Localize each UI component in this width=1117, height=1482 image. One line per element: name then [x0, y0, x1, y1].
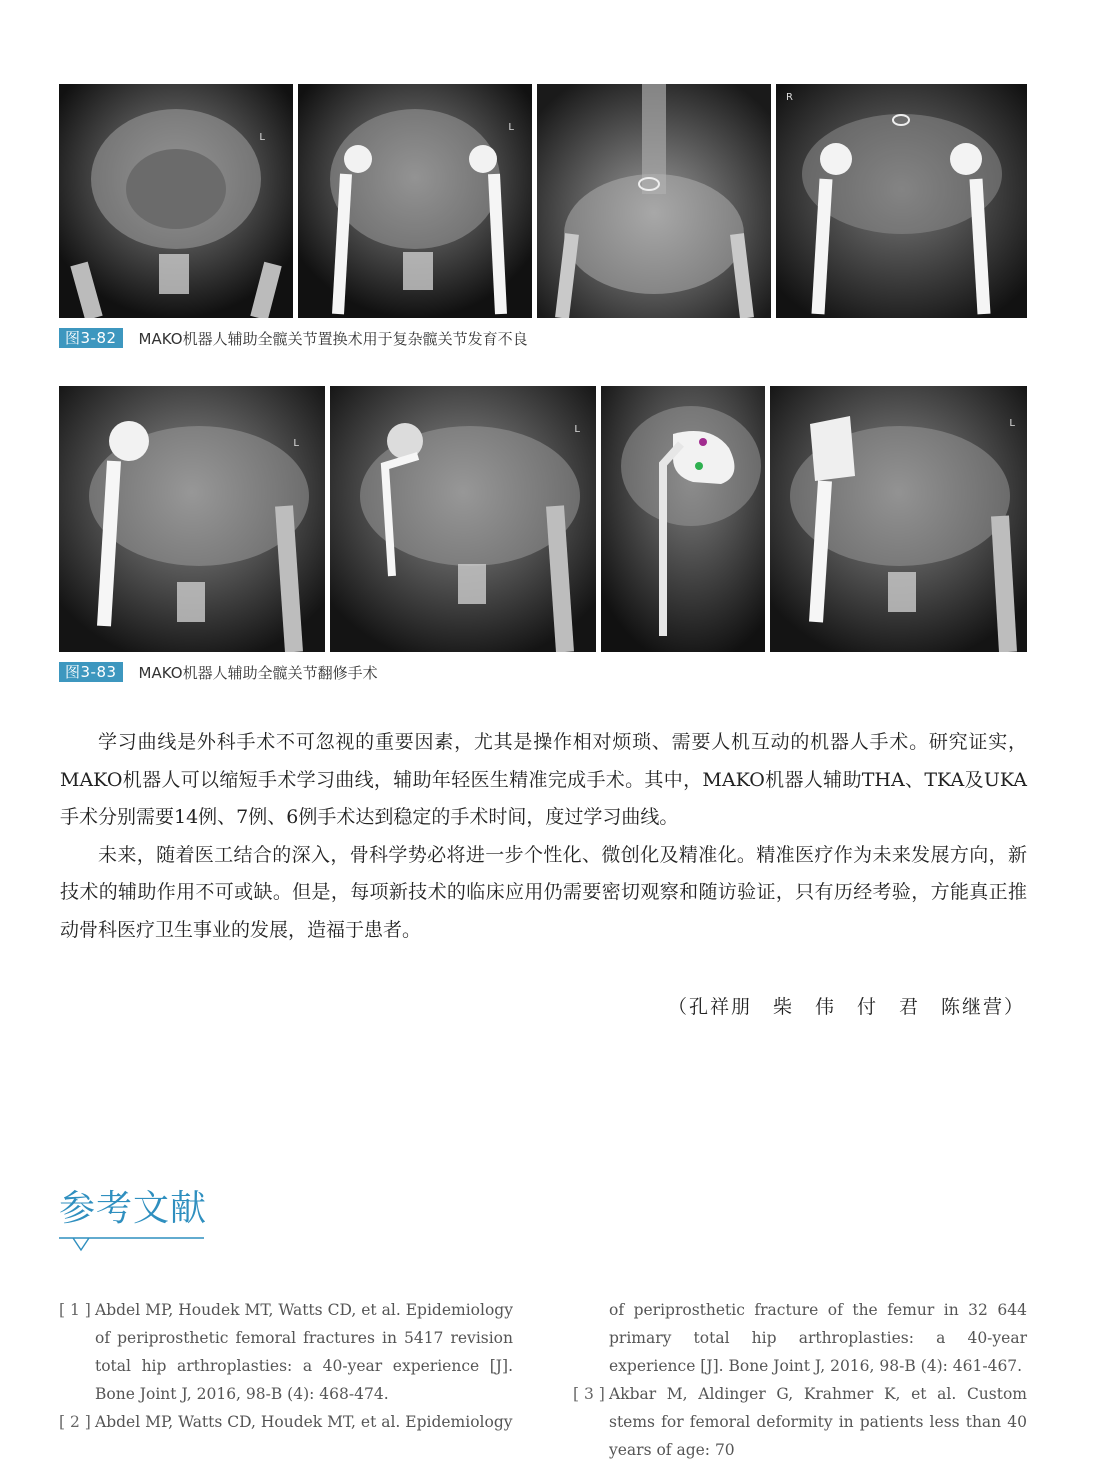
reference-number: [ 1 ] [59, 1301, 91, 1319]
body-text [60, 724, 1027, 949]
side-marker: L [508, 122, 514, 133]
side-marker: R [786, 92, 793, 103]
figure-83-xray-1 [59, 386, 325, 652]
references-column-right [573, 1296, 1027, 1464]
side-marker: L [293, 438, 299, 449]
figure-83-label: 图3-83 [59, 662, 123, 682]
figure-82-xray-1 [59, 84, 293, 318]
figure-83-xray-2 [330, 386, 596, 652]
reference-item [59, 1296, 513, 1408]
purple-marker-dot [699, 438, 707, 446]
side-marker: L [1009, 418, 1015, 429]
reference-text: Abdel MP, Houdek MT, Watts CD, et al. Epidemiology of periprosthetic femoral fractures in 5417 revision total hip arthroplasties: a 40-year experience [J]. Bone Joint J, 2016, 98-B (4): 468-474. [95, 1301, 513, 1403]
figure-82-caption-text: MAKO机器人辅助全髋关节置换术用于复杂髋关节发育不良 [138, 329, 528, 348]
paragraph: 学习曲线是外科手术不可忽视的重要因素，尤其是操作相对烦琐、需要人机互动的机器人手术。研究证实，MAKO机器人可以缩短手术学习曲线，辅助年轻医生精准完成手术。其中，MAKO机器人辅助THA、TKA及UKA手术分别需要14例、7例、6例手术达到稳定的手术时间，度过学习曲线。 [60, 731, 1027, 828]
figure-82-xray-3 [537, 84, 771, 318]
reference-item [573, 1380, 1027, 1464]
figure-82-xray-2 [298, 84, 532, 318]
figure-83-xray-4 [770, 386, 1027, 652]
reference-text: Abdel MP, Watts CD, Houdek MT, et al. Epidemiology [95, 1413, 513, 1431]
figure-83-xray-3 [601, 386, 765, 652]
references-title: 参考文献 [59, 1188, 208, 1229]
reference-item [59, 1408, 513, 1436]
paragraph: 未来，随着医工结合的深入，骨科学势必将进一步个性化、微创化及精准化。精准医疗作为未来发展方向，新技术的辅助作用不可或缺。但是，每项新技术的临床应用仍需要密切观察和随访验证，只有历经考验，方能真正推动骨科医疗卫生事业的发展，造福于患者。 [60, 843, 1027, 941]
side-marker: L [574, 424, 580, 435]
reference-number: [ 2 ] [59, 1413, 91, 1431]
green-marker-dot [695, 462, 703, 470]
figure-83-caption-text: MAKO机器人辅助全髋关节翻修手术 [138, 663, 378, 682]
figure-82-caption [59, 328, 528, 348]
figure-82-xray-4 [776, 84, 1027, 318]
reference-number: [ 3 ] [573, 1385, 605, 1403]
figure-83-caption [59, 662, 378, 682]
reference-continuation: of periprosthetic fracture of the femur in 32 644 primary total hip arthroplasties: a 40-year experience [J]. Bone Joint J, 2016, 98-B (4): 461-467. [609, 1301, 1027, 1375]
figure-82-label: 图3-82 [59, 328, 123, 348]
side-marker: L [259, 132, 265, 143]
references-title-rule [59, 1232, 204, 1254]
authors: （孔祥朋 柴 伟 付 君 陈继营） [667, 996, 1025, 1018]
references-column-left [59, 1296, 513, 1436]
reference-text: Akbar M, Aldinger G, Krahmer K, et al. Custom stems for femoral deformity in patients less than 40 years of age: 70 [609, 1385, 1027, 1459]
